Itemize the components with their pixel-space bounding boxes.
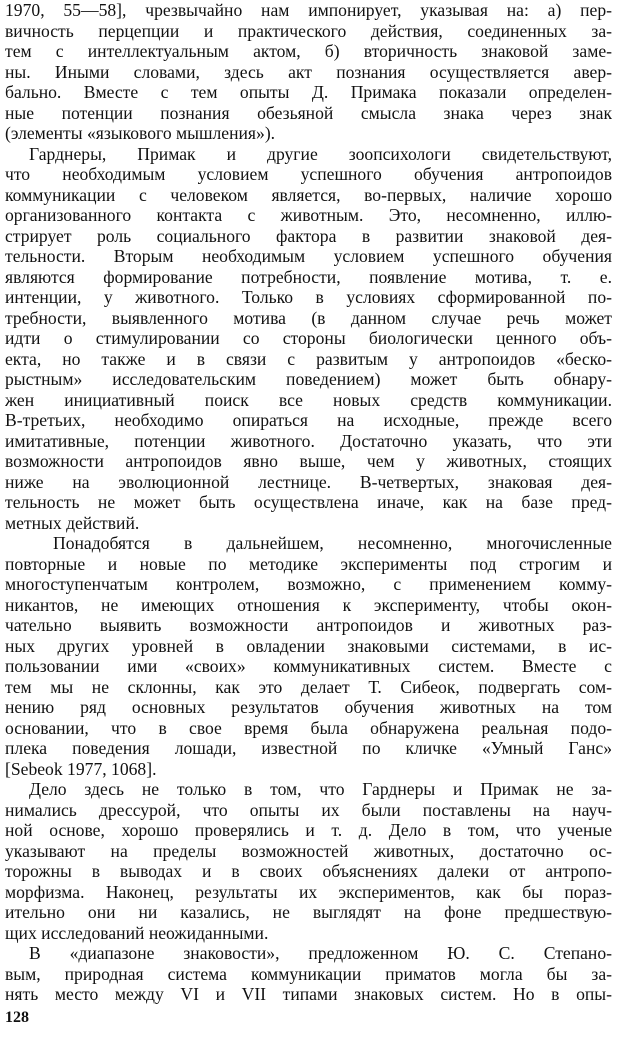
text-line: екта, но также и в связи с развитым у антропоидов «беско- [5,348,612,369]
text-line: организованного контакта с животным. Это, несомненно, иллю- [5,205,612,225]
text-line: щих исследований неожиданными. [5,922,269,943]
text-line: 1970, 55—58], чрезвычайно нам импонирует, указывая на: а) пер- [5,0,612,20]
text-line: плека поведения лошади, известной по кличке «Умный Ганс» [5,738,612,758]
text-line: интенции, у животного. Только в условиях сформированной по- [5,287,612,307]
text-line: ной основе, хорошо проверялись и т. д. Дело в том, что ученые [5,820,612,840]
text-line: идти о стимулировании со стороны биологически ценного объ- [5,328,612,348]
text-line: бально. Вместе с тем опыты Д. Примака показали определен- [5,82,612,102]
text-line: торожны в выводах и в своих объяснениях далеки от антропо- [5,861,612,881]
text-line: рыстным» исследовательским поведением) может быть обнару- [5,369,612,389]
text-line: (элементы «языкового мышления»). [5,123,276,143]
paragraph [5,779,612,943]
text-line: коммуникации с человеком является, во-первых, наличие хорошо [5,184,612,205]
text-line: нять место между VI и VII типами знаковых систем. Но в опы- [5,984,612,1004]
text-line: тельность не может быть осуществлена иначе, как на базе пред- [5,492,612,512]
text-line: вым, природная система коммуникации приматов могла бы за- [5,963,612,984]
text-line: [Sebeok 1977, 1068]. [5,758,157,779]
text-line: многоступенчатым контролем, возможно, с применением комму- [5,574,612,594]
text-line: требности, выявленного мотива (в данном случае речь может [5,307,612,328]
text-line: метных действий. [5,512,140,533]
text-line: пользовании ими «своих» коммуникативных систем. Вместе с [5,656,612,676]
text-line: жен инициативный поиск все новых средств коммуникации. [5,389,612,410]
text-line: Гарднеры, Примак и другие зоопсихологи свидетельствуют, [29,143,612,164]
page-number: 128 [5,1009,29,1026]
paragraph [5,533,612,779]
text-line: ительно они ни казались, не выглядят на фоне предшествую- [5,902,612,922]
text-line: возможности антропоидов явно выше, чем у животных, стоящих [5,451,612,471]
text-line: ниже на эволюционной лестнице. В-четвертых, знаковая дея- [5,471,612,492]
text-line: ные потенции познания обезьяной смысла знака через знак [5,102,612,123]
text-line: ны. Иными словами, здесь акт познания осуществляется авер- [5,61,612,82]
text-line: чательно выявить возможности антропоидов и животных раз- [5,615,612,635]
text-line: ных других уровней в овладении знаковыми системами, в ис- [5,635,612,656]
text-line: морфизма. Наконец, результаты их экспериментов, как бы пораз- [5,881,612,902]
text-line: являются формирование потребности, появление мотива, т. е. [5,266,612,287]
text-line: что необходимым условием успешного обучения антропоидов [5,164,612,184]
paragraph [5,144,612,534]
text-line: повторные и новые по методике эксперименты под строгим и [5,553,612,574]
text-line: тем с интеллектуальным актом, б) вторичность знаковой заме- [5,41,612,61]
text-line: тельности. Вторым необходимым условием успешного обучения [5,246,612,266]
text-line: указывают на пределы возможностей животных, достаточно ос- [5,840,612,861]
text-body [5,0,612,1005]
paragraph [5,0,612,144]
text-line: Дело здесь не только в том, что Гарднеры и Примак не за- [29,779,612,799]
text-line: основании, что в свое время была обнаружена реальная подо- [5,717,612,738]
text-line: нимались дрессурой, что опыты их были поставлены на науч- [5,799,612,820]
text-line: вичность перцепции и практического действия, соединенных за- [5,20,612,41]
text-line: В «диапазоне знаковости», предложенном Ю. С. Степано- [29,943,612,963]
text-line: имитативные, потенции животного. Достаточно указать, что эти [5,430,612,451]
text-line: стрирует роль социального фактора в развитии знаковой дея- [5,225,612,246]
text-line: нению ряд основных результатов обучения животных на том [5,697,612,717]
text-line: никантов, не имеющих отношения к эксперименту, чтобы окон- [5,594,612,615]
text-line: Понадобятся в дальнейшем, несомненно, многочисленные [53,533,612,553]
text-line: тем мы не склонны, как это делает Т. Сибеок, подвергать сом- [5,676,612,697]
text-line: В-третьих, необходимо опираться на исходные, прежде всего [5,410,612,430]
paragraph [5,943,612,1005]
